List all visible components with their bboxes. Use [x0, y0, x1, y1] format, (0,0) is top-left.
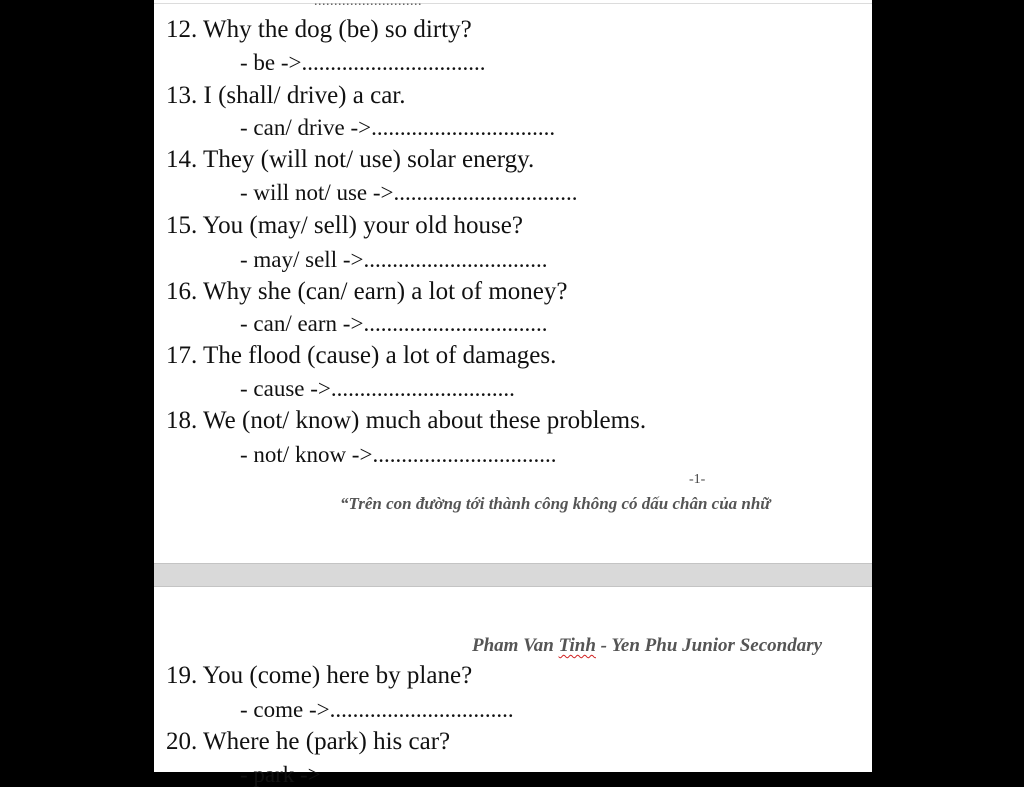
footer-quote: “Trên con đường tới thành công không có dấu chân của nhữ: [340, 494, 771, 513]
exercise-hint-16: - can/ earn ->................................: [240, 311, 548, 336]
misspelled-word[interactable]: Tinh: [558, 635, 596, 656]
exercise-question-14: 14. They (will not/ use) solar energy.: [166, 146, 535, 173]
answer-blank[interactable]: ................................: [371, 115, 556, 140]
exercise-question-12: 12. Why the dog (be) so dirty?: [166, 16, 472, 43]
document-page-2: [154, 587, 872, 787]
exercise-hint-12: - be ->................................: [240, 50, 486, 75]
exercise-question-19: 19. You (come) here by plane?: [166, 662, 473, 689]
document-page-1: [154, 0, 872, 563]
exercise-hint-18: - not/ know ->................................: [240, 442, 557, 467]
exercise-question-13: 13. I (shall/ drive) a car.: [166, 82, 406, 109]
exercise-question-18: 18. We (not/ know) much about these problems.: [166, 407, 647, 434]
exercise-hint-15: - may/ sell ->................................: [240, 247, 548, 272]
exercise-hint-19: - come ->................................: [240, 697, 514, 722]
answer-blank[interactable]: ................................: [301, 50, 486, 75]
exercise-question-17: 17. The flood (cause) a lot of damages.: [166, 342, 557, 369]
exercise-hint-20: - park ->: [240, 762, 321, 787]
answer-blank[interactable]: ................................: [363, 247, 548, 272]
exercise-question-16: 16. Why she (can/ earn) a lot of money?: [166, 278, 568, 305]
answer-blank[interactable]: ................................: [363, 311, 548, 336]
exercise-hint-14: - will not/ use ->................................: [240, 180, 578, 205]
page-break-gap: [154, 563, 872, 587]
previous-answer-blank: ...........................: [314, 0, 422, 9]
exercise-question-20: 20. Where he (park) his car?: [166, 728, 451, 755]
exercise-hint-17: - cause ->................................: [240, 376, 515, 401]
page-number: -1-: [689, 472, 706, 487]
answer-blank[interactable]: ................................: [330, 376, 515, 401]
page-header: Pham Van Tinh - Yen Phu Junior Secondary: [472, 635, 823, 656]
answer-blank[interactable]: ................................: [393, 180, 578, 205]
answer-blank[interactable]: ................................: [329, 697, 514, 722]
exercise-hint-13: - can/ drive ->................................: [240, 115, 556, 140]
answer-blank[interactable]: ................................: [372, 442, 557, 467]
page-top-divider: [154, 3, 872, 4]
exercise-question-15: 15. You (may/ sell) your old house?: [166, 212, 523, 239]
